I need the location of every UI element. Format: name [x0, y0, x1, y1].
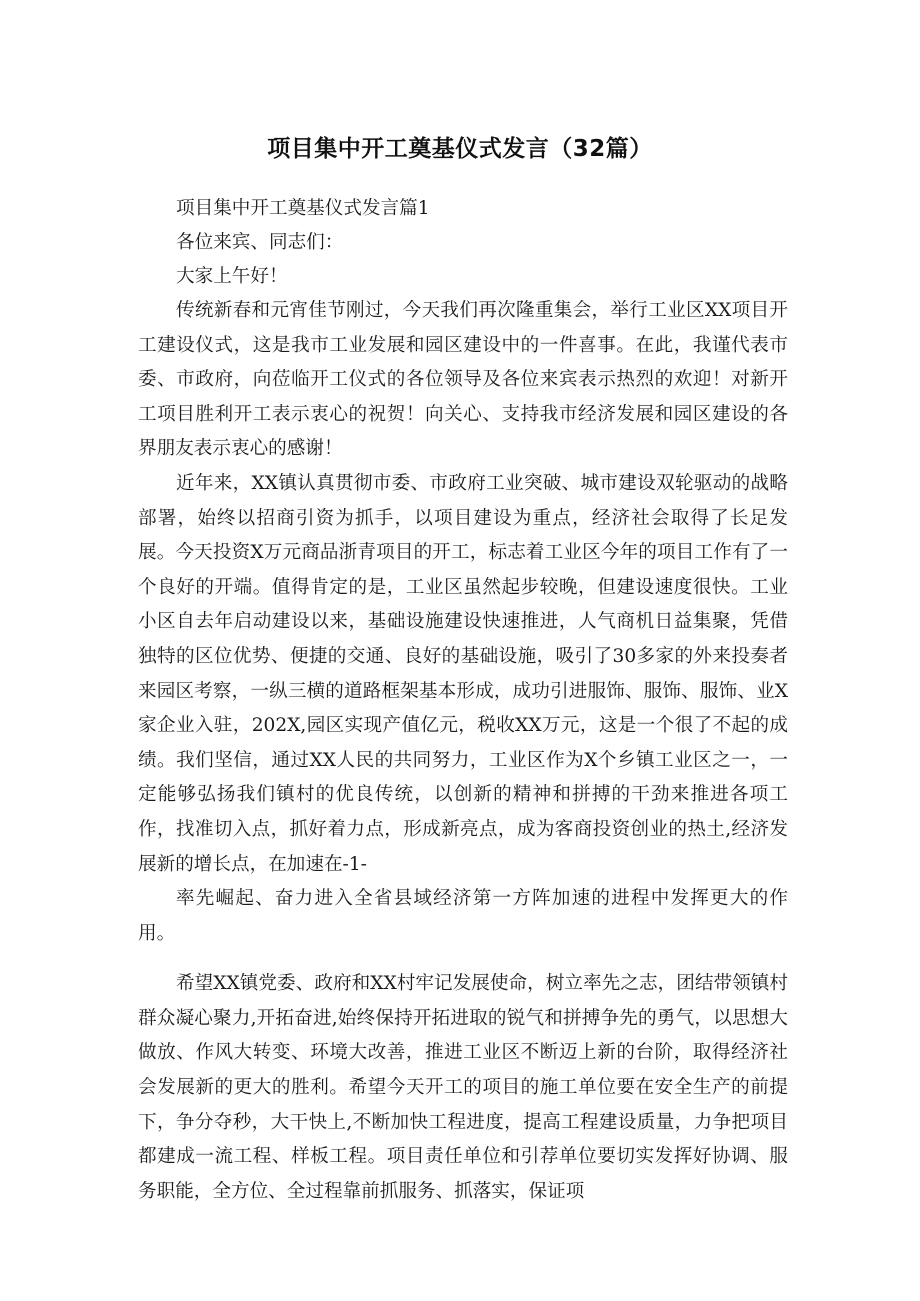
document-title: 项目集中开工奠基仪式发言（32篇） — [267, 136, 653, 163]
salutation: 各位来宾、同志们： — [176, 232, 344, 253]
greeting: 大家上午好！ — [176, 266, 288, 287]
paragraph-1: 传统新春和元宵佳节刚过，今天我们再次隆重集会，举行工业区XX项目开工建设仪式，这是我市工业发展和园区建设中的一件喜事。在此，我谨代表市委、市政府，向莅临开工仪式的各位领导及各位来宾表示热烈的欢迎！对新开工项目胜利开工表示衷心的祝贺！向关心、支持我市经济发展和园区建设的各界朋友表示衷心的感谢！ — [138, 300, 788, 460]
paragraph-4: 希望XX镇党委、政府和XX村牢记发展使命，树立率先之志，团结带领镇村群众凝心聚力,开拓奋进,始终保持开拓进取的锐气和拼搏争先的勇气，以思想大做放、作风大转变、环境大改善，推进工业区不断迈上新的台阶，取得经济社会发展新的更大的胜利。希望今天开工的项目的施工单位要在安全生产的前提下，争分夺秒，大干快上,不断加快工程进度，提高工程建设质量，力争把项目都建成一流工程、样板工程。项目责任单位和引荐单位要切实发挥好协调、服务职能，全方位、全过程靠前抓服务、抓落实，保证项 — [138, 973, 788, 1202]
section-heading: 项目集中开工奠基仪式发言篇1 — [176, 198, 430, 219]
document-body — [138, 192, 788, 1209]
paragraph-3: 率先崛起、奋力进入全省县域经济第一方阵加速的进程中发挥更大的作用。 — [138, 888, 788, 944]
paragraph-2: 近年来，XX镇认真贯彻市委、市政府工业突破、城市建设双轮驱动的战略部署，始终以招商引资为抓手，以项目建设为重点，经济社会取得了长足发展。今天投资X万元商品浙青项目的开工，标志着工业区今年的项目工作有了一个良好的开端。值得肯定的是，工业区虽然起步较晚，但建设速度很快。工业小区自去年启动建设以来，基础设施建设快速推进，人气商机日益集聚，凭借独特的区位优势、便捷的交通、良好的基础设施，吸引了30多家的外来投奏者来园区考察，一纵三横的道路框架基本形成，成功引进服饰、服饰、服饰、业X家企业入驻，202X,园区实现产值亿元，税收XX万元，这是一个很了不起的成绩。我们坚信，通过XX人民的共同努力，工业区作为X个乡镇工业区之一，一定能够弘扬我们镇村的优良传统，以创新的精神和拼搏的干劲来推进各项工作，找准切入点，抓好着力点，形成新亮点，成为客商投资创业的热土,经济发展新的增长点，在加速在-1- — [138, 472, 788, 875]
